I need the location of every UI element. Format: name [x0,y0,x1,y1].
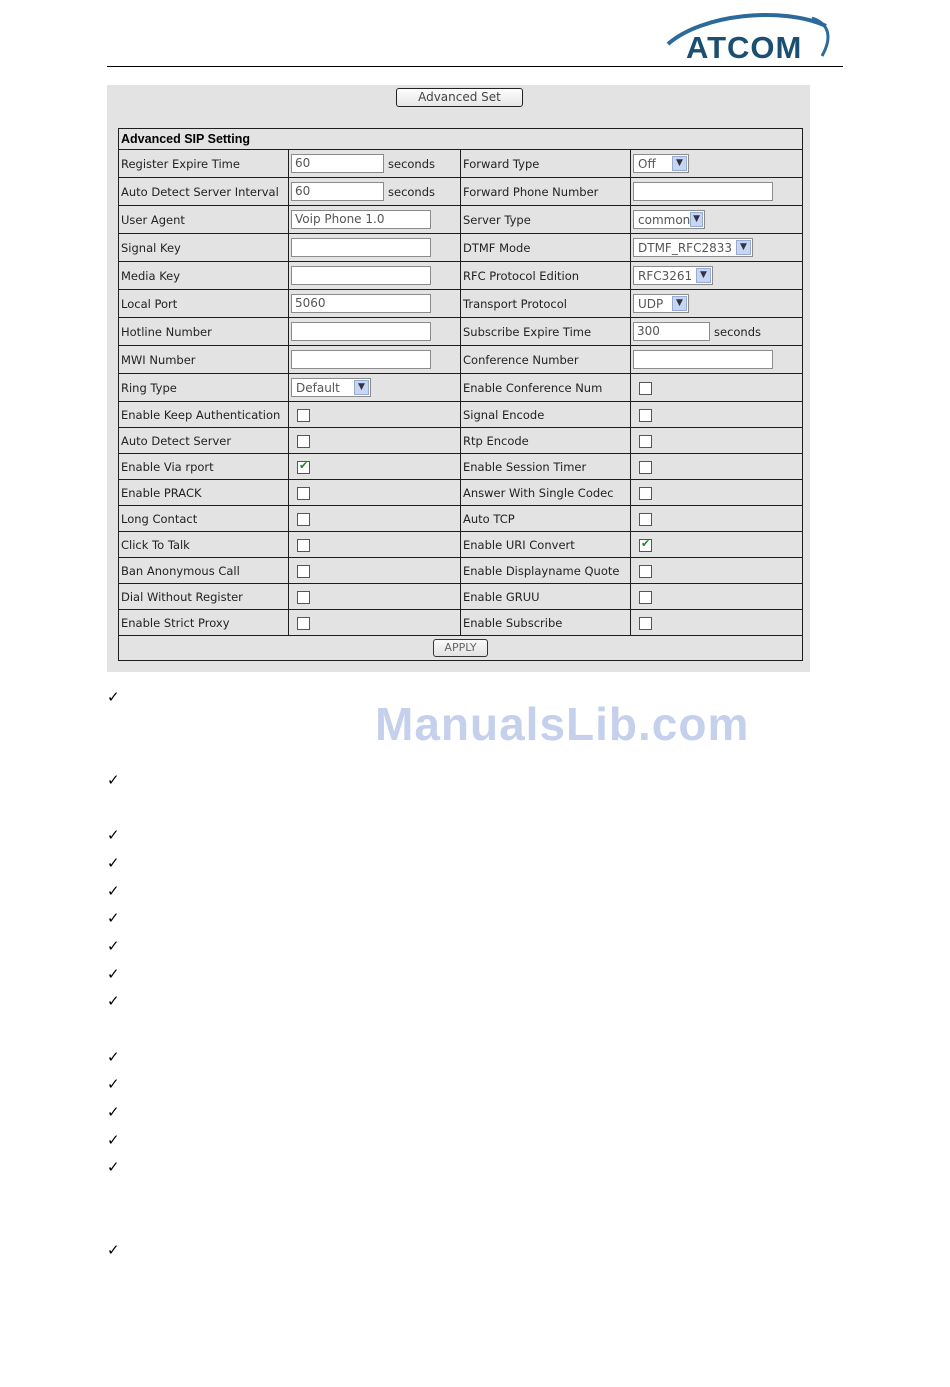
settings-row [119,262,803,290]
field-label-enable-session-timer: Enable Session Timer [461,454,631,480]
advanced-sip-table [118,128,803,661]
checkmark-bullet-icon: ✓ [107,771,120,789]
field-label-dtmf-mode: DTMF Mode [461,234,631,262]
settings-row [119,290,803,318]
checkmark-bullet-icon: ✓ [107,937,120,955]
field-control-cell [631,454,803,480]
rfc-protocol-edition-select[interactable] [633,266,713,285]
field-label-auto-detect-server: Auto Detect Server [119,428,289,454]
section-title: Advanced SIP Setting [119,129,803,150]
field-label-auto-detect-server-interval: Auto Detect Server Interval [119,178,289,206]
field-control-cell [289,558,461,584]
server-type-select[interactable] [633,210,705,229]
enable-strict-proxy-checkbox[interactable] [297,617,310,630]
field-control-cell [289,346,461,374]
select-value: DTMF_RFC2833 [638,240,732,255]
logo-text: ATCOM [686,30,803,65]
field-label-register-expire-time: Register Expire Time [119,150,289,178]
checkmark-bullet-icon: ✓ [107,1131,120,1149]
field-label-media-key: Media Key [119,262,289,290]
field-control-cell [289,480,461,506]
dial-without-register-checkbox[interactable] [297,591,310,604]
field-label-rtp-encode: Rtp Encode [461,428,631,454]
user-agent-input[interactable]: Voip Phone 1.0 [291,210,431,229]
field-control-cell [631,206,803,234]
settings-row [119,610,803,636]
dtmf-mode-select[interactable] [633,238,753,257]
field-label-enable-conference-num: Enable Conference Num [461,374,631,402]
field-label-hotline-number: Hotline Number [119,318,289,346]
forward-phone-number-input[interactable] [633,182,773,201]
apply-row [119,636,803,661]
checkmark-bullet-icon: ✓ [107,1103,120,1121]
signal-encode-checkbox[interactable] [639,409,652,422]
field-label-enable-prack: Enable PRACK [119,480,289,506]
field-control-cell [289,506,461,532]
local-port-input[interactable]: 5060 [291,294,431,313]
settings-row [119,532,803,558]
unit-label: seconds [388,184,436,199]
settings-row [119,480,803,506]
register-expire-time-input[interactable]: 60 [291,154,384,173]
field-label-enable-strict-proxy: Enable Strict Proxy [119,610,289,636]
settings-row [119,206,803,234]
settings-row [119,178,803,206]
settings-row [119,506,803,532]
field-control-cell [289,584,461,610]
rtp-encode-checkbox[interactable] [639,435,652,448]
field-label-long-contact: Long Contact [119,506,289,532]
forward-type-select[interactable] [633,154,689,173]
chevron-down-icon[interactable]: ▼ [354,380,369,395]
enable-session-timer-checkbox[interactable] [639,461,652,474]
apply-cell [119,636,803,661]
field-label-forward-type: Forward Type [461,150,631,178]
watermark: ManualsLib.com [375,698,750,750]
transport-protocol-select[interactable] [633,294,689,313]
select-value: Default [296,380,340,395]
select-value: UDP [638,296,664,311]
field-control-cell [289,454,461,480]
field-label-subscribe-expire-time: Subscribe Expire Time [461,318,631,346]
field-label-forward-phone-number: Forward Phone Number [461,178,631,206]
field-control-cell [631,428,803,454]
field-control-cell [631,402,803,428]
chevron-down-icon[interactable]: ▼ [672,296,687,311]
field-control-cell [631,610,803,636]
field-control-cell [631,234,803,262]
settings-row [119,346,803,374]
atcom-logo [662,8,834,66]
field-control-cell [289,290,461,318]
field-control-cell [289,206,461,234]
field-label-dial-without-register: Dial Without Register [119,584,289,610]
field-label-server-type: Server Type [461,206,631,234]
field-control-cell [631,178,803,206]
settings-row [119,428,803,454]
field-label-rfc-protocol-edition: RFC Protocol Edition [461,262,631,290]
field-control-cell [289,610,461,636]
field-label-conference-number: Conference Number [461,346,631,374]
ban-anonymous-call-checkbox[interactable] [297,565,310,578]
header-divider [107,66,843,67]
long-contact-checkbox[interactable] [297,513,310,526]
field-label-ban-anonymous-call: Ban Anonymous Call [119,558,289,584]
field-control-cell [631,262,803,290]
select-value: common [638,212,691,227]
select-value: Off [638,156,656,171]
field-label-enable-subscribe: Enable Subscribe [461,610,631,636]
subscribe-expire-time-input[interactable]: 300 [633,322,710,341]
field-label-click-to-talk: Click To Talk [119,532,289,558]
chevron-down-icon[interactable]: ▼ [672,156,687,171]
checkmark-bullet-icon: ✓ [107,992,120,1010]
checkmark-bullet-icon: ✓ [107,1158,120,1176]
field-control-cell [289,262,461,290]
field-control-cell [289,178,461,206]
settings-row [119,558,803,584]
field-control-cell [631,346,803,374]
field-control-cell [631,532,803,558]
field-label-enable-via-rport: Enable Via rport [119,454,289,480]
settings-row [119,402,803,428]
answer-with-single-codec-checkbox[interactable] [639,487,652,500]
field-label-answer-with-single-codec: Answer With Single Codec [461,480,631,506]
field-label-enable-uri-convert: Enable URI Convert [461,532,631,558]
hotline-number-input[interactable] [291,322,431,341]
field-label-enable-gruu: Enable GRUU [461,584,631,610]
chevron-down-icon[interactable]: ▼ [696,268,711,283]
apply-button[interactable]: APPLY [433,639,488,657]
enable-uri-convert-checkbox[interactable] [639,539,652,552]
auto-tcp-checkbox[interactable] [639,513,652,526]
checkmark-bullet-icon: ✓ [107,1075,120,1093]
field-label-auto-tcp: Auto TCP [461,506,631,532]
field-control-cell [631,374,803,402]
unit-label: seconds [714,324,762,339]
click-to-talk-checkbox[interactable] [297,539,310,552]
field-control-cell [631,318,803,346]
enable-subscribe-checkbox[interactable] [639,617,652,630]
field-control-cell [289,428,461,454]
auto-detect-server-interval-input[interactable]: 60 [291,182,384,201]
checkmark-bullet-icon: ✓ [107,909,120,927]
conference-number-input[interactable] [633,350,773,369]
enable-keep-authentication-checkbox[interactable] [297,409,310,422]
settings-row [119,234,803,262]
signal-key-input[interactable] [291,238,431,257]
field-control-cell [289,150,461,178]
chevron-down-icon[interactable]: ▼ [690,212,703,227]
field-control-cell [289,318,461,346]
field-control-cell [289,374,461,402]
field-control-cell [631,480,803,506]
auto-detect-server-checkbox[interactable] [297,435,310,448]
enable-conference-num-checkbox[interactable] [639,382,652,395]
field-control-cell [631,290,803,318]
enable-via-rport-checkbox[interactable] [297,461,310,474]
field-label-user-agent: User Agent [119,206,289,234]
field-label-ring-type: Ring Type [119,374,289,402]
field-control-cell [631,150,803,178]
settings-row [119,150,803,178]
field-label-signal-encode: Signal Encode [461,402,631,428]
advanced-set-button[interactable]: Advanced Set [396,88,523,107]
unit-label: seconds [388,156,436,171]
field-control-cell [631,584,803,610]
field-label-enable-keep-authentication: Enable Keep Authentication [119,402,289,428]
checkmark-bullet-icon: ✓ [107,688,120,706]
settings-row [119,374,803,402]
enable-prack-checkbox[interactable] [297,487,310,500]
select-value: RFC3261 [638,268,693,283]
enable-displayname-quote-checkbox[interactable] [639,565,652,578]
checkmark-bullet-icon: ✓ [107,1048,120,1066]
field-control-cell [631,558,803,584]
checkmark-bullet-icon: ✓ [107,854,120,872]
field-label-local-port: Local Port [119,290,289,318]
media-key-input[interactable] [291,266,431,285]
settings-row [119,454,803,480]
field-label-enable-displayname-quote: Enable Displayname Quote [461,558,631,584]
mwi-number-input[interactable] [291,350,431,369]
field-control-cell [289,234,461,262]
settings-panel [107,85,810,750]
checkmark-bullet-icon: ✓ [107,882,120,900]
field-label-mwi-number: MWI Number [119,346,289,374]
field-control-cell [289,532,461,558]
chevron-down-icon[interactable]: ▼ [736,240,751,255]
settings-row [119,584,803,610]
checkmark-bullet-icon: ✓ [107,826,120,844]
field-label-transport-protocol: Transport Protocol [461,290,631,318]
field-control-cell [631,506,803,532]
checkmark-bullet-icon: ✓ [107,1241,120,1259]
field-control-cell [289,402,461,428]
ring-type-select[interactable] [291,378,371,397]
enable-gruu-checkbox[interactable] [639,591,652,604]
checkmark-bullet-icon: ✓ [107,965,120,983]
field-label-signal-key: Signal Key [119,234,289,262]
settings-row [119,318,803,346]
